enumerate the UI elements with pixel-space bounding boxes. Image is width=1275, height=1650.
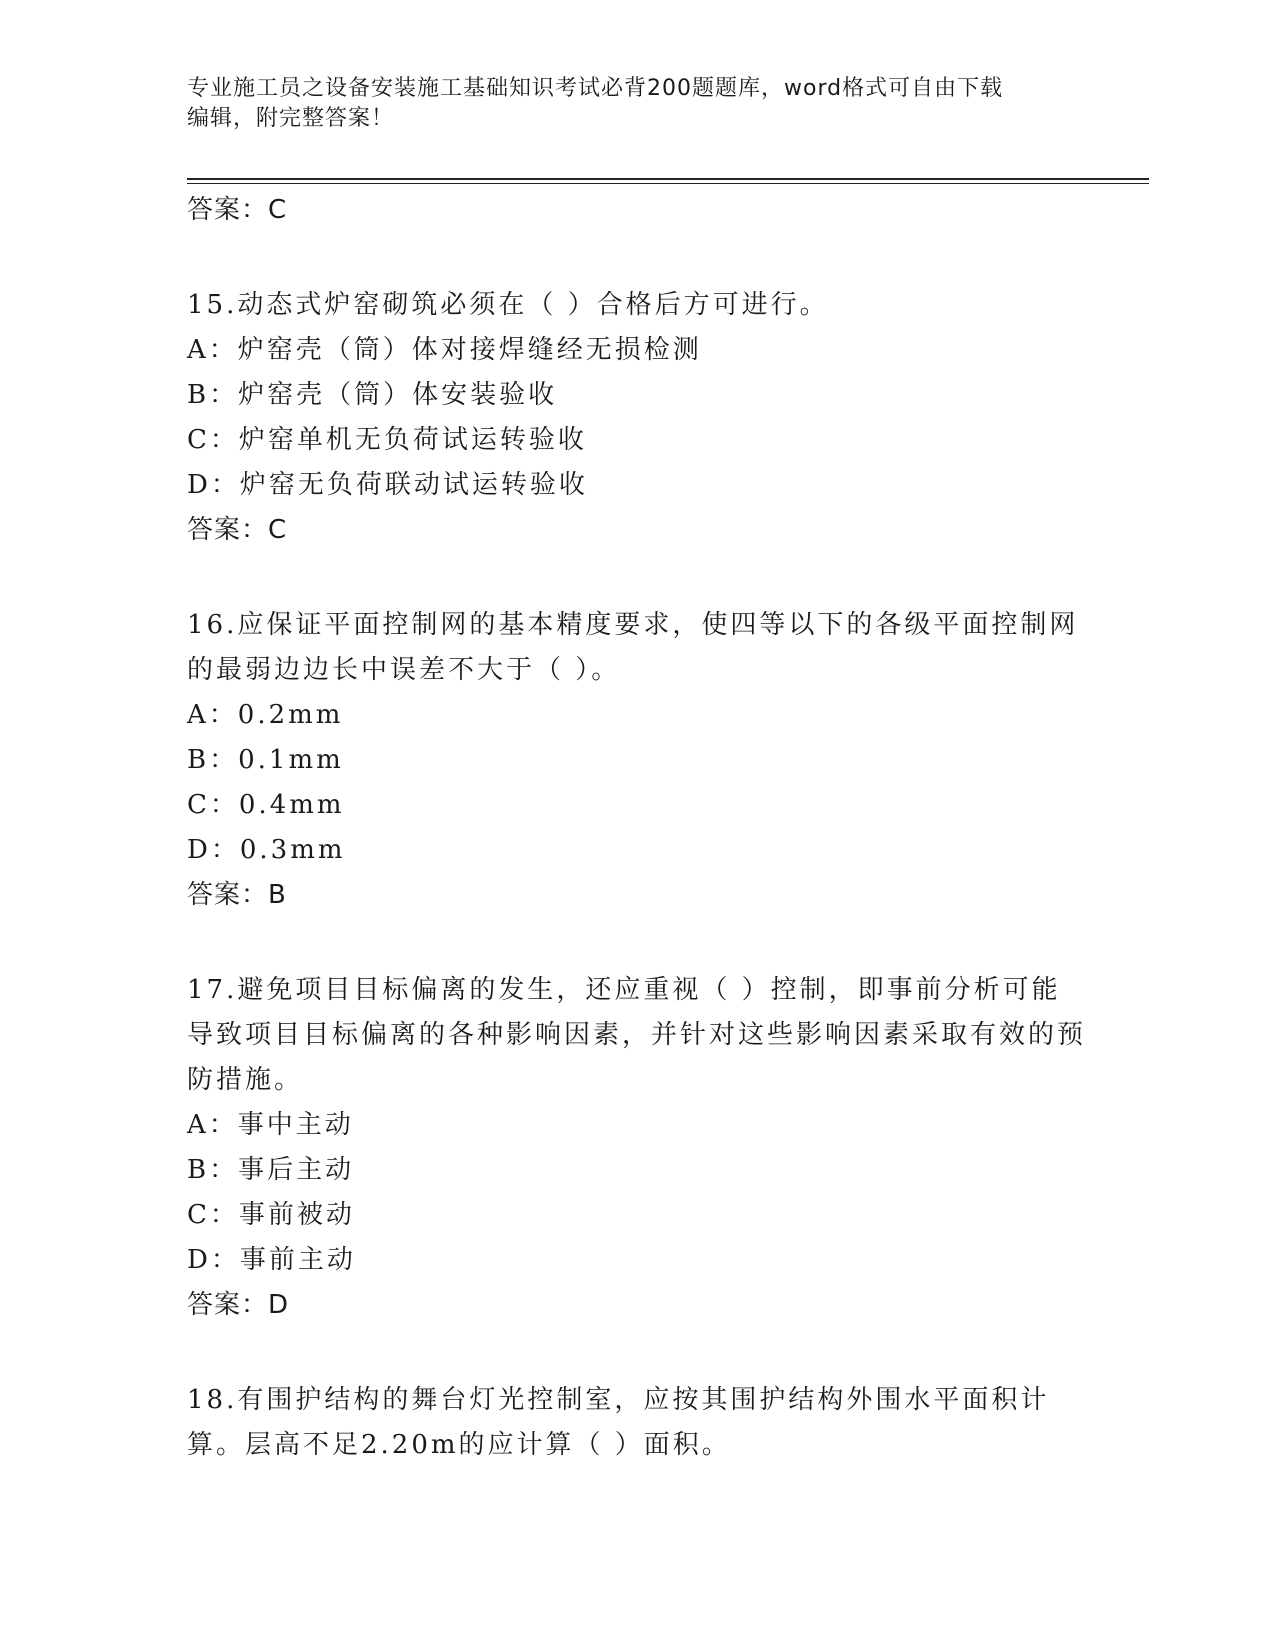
- previous-answer: 答案：C: [187, 195, 288, 225]
- option-a: A：0.2mm: [187, 700, 344, 730]
- option-b: B：事后主动: [187, 1155, 355, 1185]
- answer: 答案：B: [187, 880, 287, 910]
- answer: 答案：D: [187, 1290, 290, 1320]
- option-d: D：0.3mm: [187, 835, 346, 865]
- option-c: C：炉窑单机无负荷试运转验收: [187, 425, 587, 455]
- question-16: [187, 603, 1087, 918]
- header-line-1: 专业施工员之设备安装施工基础知识考试必背200题题库，word格式可自由下载: [187, 76, 1004, 101]
- option-d: D：事前主动: [187, 1245, 356, 1275]
- question-text: 18.有围护结构的舞台灯光控制室，应按其围护结构外围水平面积计算。层高不足2.20m的应计算（ ）面积。: [187, 1385, 1050, 1460]
- option-b: B：炉窑壳（筒）体安装验收: [187, 380, 558, 410]
- option-c: C：事前被动: [187, 1200, 355, 1230]
- header-divider-thick: [187, 178, 1149, 180]
- question-17: [187, 968, 1087, 1328]
- question-text: 15.动态式炉窑砌筑必须在（ ）合格后方可进行。: [187, 290, 829, 320]
- question-15: [187, 283, 1087, 553]
- question-list: [187, 188, 1087, 1468]
- question-text: 17.避免项目目标偏离的发生，还应重视（ ）控制，即事前分析可能导致项目目标偏离的各种影响因素，并针对这些影响因素采取有效的预防措施。: [187, 975, 1087, 1095]
- header-line-2: 编辑，附完整答案！: [187, 106, 395, 131]
- option-a: A：炉窑壳（筒）体对接焊缝经无损检测: [187, 335, 702, 365]
- option-b: B：0.1mm: [187, 745, 344, 775]
- page-header: [187, 74, 1087, 134]
- option-d: D：炉窑无负荷联动试运转验收: [187, 470, 588, 500]
- question-18: [187, 1378, 1087, 1468]
- option-c: C：0.4mm: [187, 790, 345, 820]
- answer: 答案：C: [187, 515, 288, 545]
- question-text: 16.应保证平面控制网的基本精度要求，使四等以下的各级平面控制网的最弱边边长中误差不大于（ ）。: [187, 610, 1079, 685]
- option-a: A：事中主动: [187, 1110, 354, 1140]
- header-divider-thin: [187, 183, 1149, 184]
